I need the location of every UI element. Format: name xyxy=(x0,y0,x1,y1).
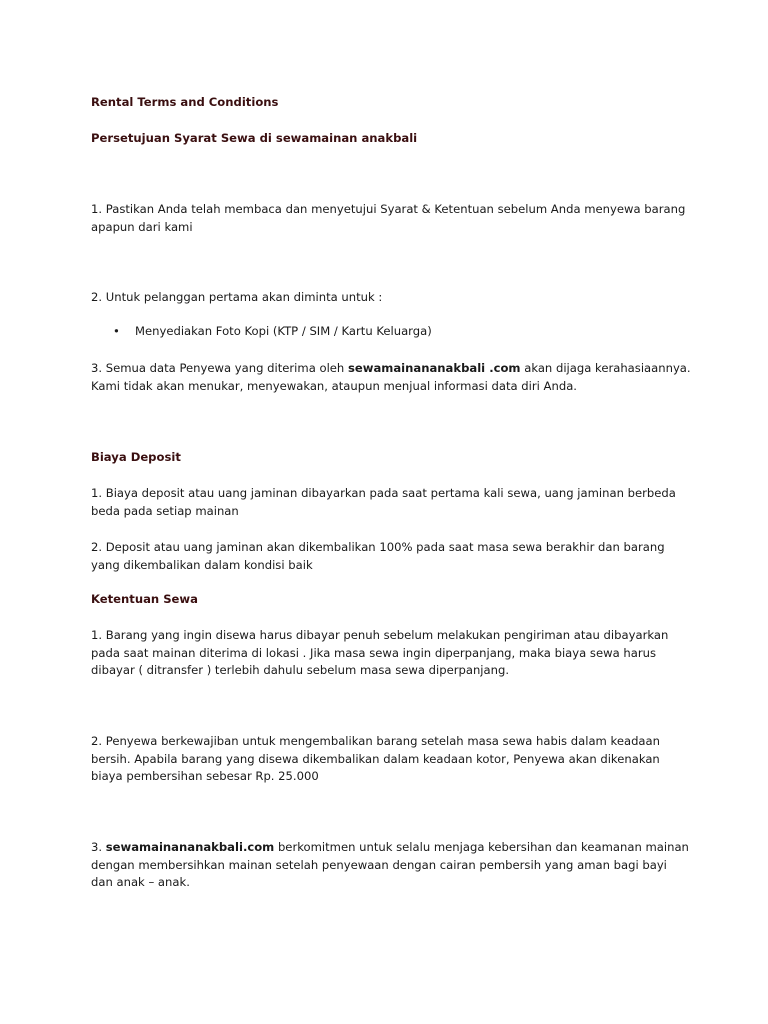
intro-paragraph-1: 1. Pastikan Anda telah membaca dan menyetujui Syarat & Ketentuan sebelum Anda menyewa barang apapun dari kami xyxy=(91,202,686,234)
ketentuan-paragraph-3 xyxy=(91,839,691,892)
document-subtitle: Persetujuan Syarat Sewa di sewamainan anakbali xyxy=(91,131,418,145)
intro-paragraph-3-text: 3. Semua data Penyewa yang diterima oleh xyxy=(91,361,348,375)
intro-paragraph-3 xyxy=(91,360,691,395)
ketentuan-paragraph-1: 1. Barang yang ingin disewa harus dibayar penuh sebelum melakukan pengiriman atau dibayarkan pada saat mainan diterima di lokasi . Jika masa sewa ingin diperpanjang, maka biaya sewa harus dibayar ( ditransfer ) terlebih dahulu sebelum masa sewa diperpanjang. xyxy=(91,628,669,677)
ketentuan-heading: Ketentuan Sewa xyxy=(91,592,198,606)
bullet-icon: • xyxy=(113,324,120,338)
deposit-paragraph-1: 1. Biaya deposit atau uang jaminan dibayarkan pada saat pertama kali sewa, uang jaminan berbeda beda pada setiap mainan xyxy=(91,486,676,518)
ketentuan-paragraph-3-text: berkomitmen untuk selalu menjaga kebersihan dan keamanan mainan dengan membersihkan mainan setelah penyewaan dengan cairan pembersih yang aman bagi bayi dan anak – anak. xyxy=(91,840,689,889)
intro-paragraph-2: 2. Untuk pelanggan pertama akan diminta untuk : xyxy=(91,290,383,304)
list-item: Menyediakan Foto Kopi (KTP / SIM / Kartu Keluarga) xyxy=(135,324,432,338)
brand-name: sewamainananakbali .com xyxy=(347,361,521,375)
brand-name: sewamainananakbali.com xyxy=(105,840,275,854)
intro-paragraph-3-rest: akan dijaga kerahasiaannya. Kami tidak akan menukar, menyewakan, ataupun menjual informasi data diri Anda. xyxy=(91,361,691,393)
deposit-paragraph-2: 2. Deposit atau uang jaminan akan dikembalikan 100% pada saat masa sewa berakhir dan barang yang dikembalikan dalam kondisi baik xyxy=(91,540,665,572)
ketentuan-paragraph-3-number: 3. xyxy=(91,840,106,854)
deposit-heading: Biaya Deposit xyxy=(91,450,181,464)
document-title: Rental Terms and Conditions xyxy=(91,95,279,109)
ketentuan-paragraph-2: 2. Penyewa berkewajiban untuk mengembalikan barang setelah masa sewa habis dalam keadaan bersih. Apabila barang yang disewa dikembalikan dalam keadaan kotor, Penyewa akan dikenakan biaya pembersihan sebesar Rp. 25.000 xyxy=(91,734,660,783)
